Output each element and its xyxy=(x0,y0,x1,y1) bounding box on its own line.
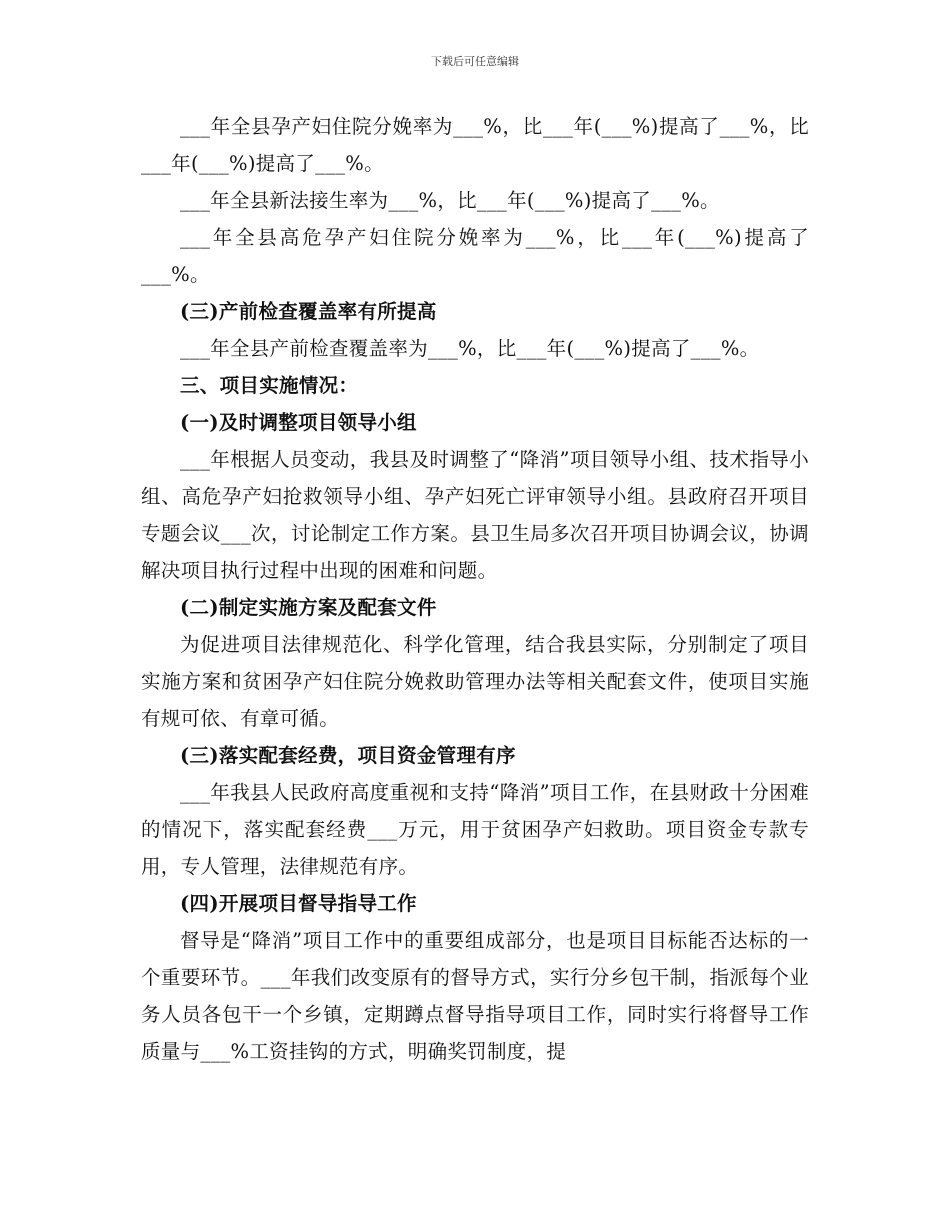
paragraph-high-risk-delivery: ___年全县高危孕产妇住院分娩率为___%，比___年(___%)提高了___%。 xyxy=(141,226,809,286)
document-body xyxy=(141,108,809,1070)
heading-supervision: (四)开展项目督导指导工作 xyxy=(180,892,417,915)
paragraph-adjust-leadership: ___年根据人员变动，我县及时调整了“降消”项目领导小组、技术指导小组、高危孕产妇抢救领导小组、孕产妇死亡评审领导小组。县政府召开项目专题会议___次，讨论制定工作方案。县卫生局多次召开项目协调会议，协调解决项目执行过程中出现的困难和问题。 xyxy=(141,448,809,582)
paragraph-new-method-delivery: ___年全县新法接生率为___%，比___年(___%)提高了___%。 xyxy=(180,189,720,212)
paragraph-supervision: 督导是“降消”项目工作中的重要组成部分，也是项目目标能否达标的一个重要环节。___年我们改变原有的督导方式，实行分乡包干制，指派每个业务人员各包干一个乡镇，定期蹲点督导指导项目工作，同时实行将督导工作质量与___%工资挂钩的方式，明确奖罚制度，提 xyxy=(141,929,809,1063)
paragraph-implementation-plan: 为促进项目法律规范化、科学化管理，结合我县实际，分别制定了项目实施方案和贫困孕产妇住院分娩救助管理办法等相关配套文件，使项目实施有规可依、有章可循。 xyxy=(141,633,809,730)
page-header: 下载后可任意编辑 xyxy=(431,55,519,68)
heading-project-implementation: 三、项目实施情况： xyxy=(180,374,359,397)
heading-adjust-leadership: (一)及时调整项目领导小组 xyxy=(180,411,417,434)
heading-funding: (三)落实配套经费，项目资金管理有序 xyxy=(180,744,516,767)
heading-implementation-plan: (二)制定实施方案及配套文件 xyxy=(180,596,437,619)
paragraph-funding: ___年我县人民政府高度重视和支持“降消”项目工作，在县财政十分困难的情况下，落实配套经费___万元，用于贫困孕产妇救助。项目资金专款专用，专人管理，法律规范有序。 xyxy=(141,781,809,878)
heading-prenatal-coverage: (三)产前检查覆盖率有所提高 xyxy=(180,300,437,323)
paragraph-prenatal-coverage: ___年全县产前检查覆盖率为___%，比___年(___%)提高了___%。 xyxy=(180,337,760,360)
paragraph-delivery-rate: ___年全县孕产妇住院分娩率为___%，比___年(___%)提高了___%，比___年(___%)提高了___%。 xyxy=(141,115,809,175)
